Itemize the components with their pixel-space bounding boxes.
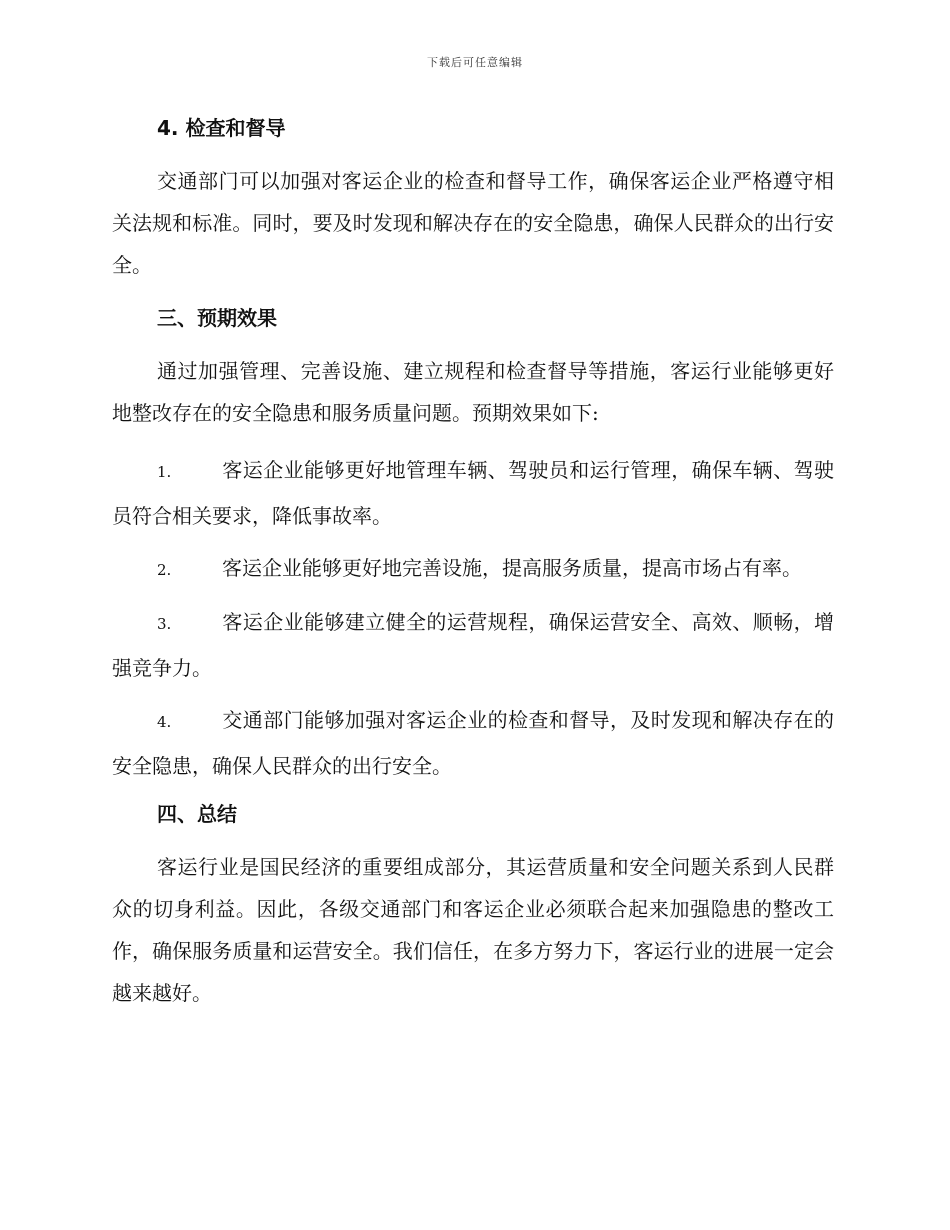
section-heading-summary: 四、总结	[157, 802, 237, 826]
list-item-text: 客运企业能够更好地管理车辆、驾驶员和运行管理，确保车辆、驾驶员符合相关要求，降低事故率。	[112, 458, 834, 528]
paragraph-expected-intro: 通过加强管理、完善设施、建立规程和检查督导等措施，客运行业能够更好地整改存在的安全隐患和服务质量问题。预期效果如下:	[112, 359, 834, 425]
list-item-text: 客运企业能够建立健全的运营规程，确保运营安全、高效、顺畅，增强竞争力。	[112, 610, 834, 680]
list-item-number: 1.	[157, 463, 172, 481]
page-header-note: 下载后可任意编辑	[427, 56, 523, 69]
list-item-text: 客运企业能够更好地完善设施，提高服务质量，提高市场占有率。	[222, 556, 802, 580]
list-item	[112, 600, 834, 690]
list-item-number: 3.	[157, 615, 172, 633]
document-body	[112, 110, 834, 1028]
list-item-number: 2.	[157, 561, 172, 579]
list-item	[112, 448, 834, 538]
section-heading-expected: 三、预期效果	[157, 306, 277, 330]
list-item	[112, 698, 834, 788]
paragraph-inspection: 交通部门可以加强对客运企业的检查和督导工作，确保客运企业严格遵守相关法规和标准。同时，要及时发现和解决存在的安全隐患，确保人民群众的出行安全。	[112, 169, 834, 277]
list-item-number: 4.	[157, 713, 172, 731]
list-item	[112, 546, 834, 592]
paragraph-summary: 客运行业是国民经济的重要组成部分，其运营质量和安全问题关系到人民群众的切身利益。因此，各级交通部门和客运企业必须联合起来加强隐患的整改工作，确保服务质量和运营安全。我们信任，在多方努力下，客运行业的进展一定会越来越好。	[112, 855, 834, 1005]
section-heading-inspection: 4. 检查和督导	[157, 116, 286, 140]
list-item-text: 交通部门能够加强对客运企业的检查和督导，及时发现和解决存在的安全隐患，确保人民群众的出行安全。	[112, 708, 834, 778]
